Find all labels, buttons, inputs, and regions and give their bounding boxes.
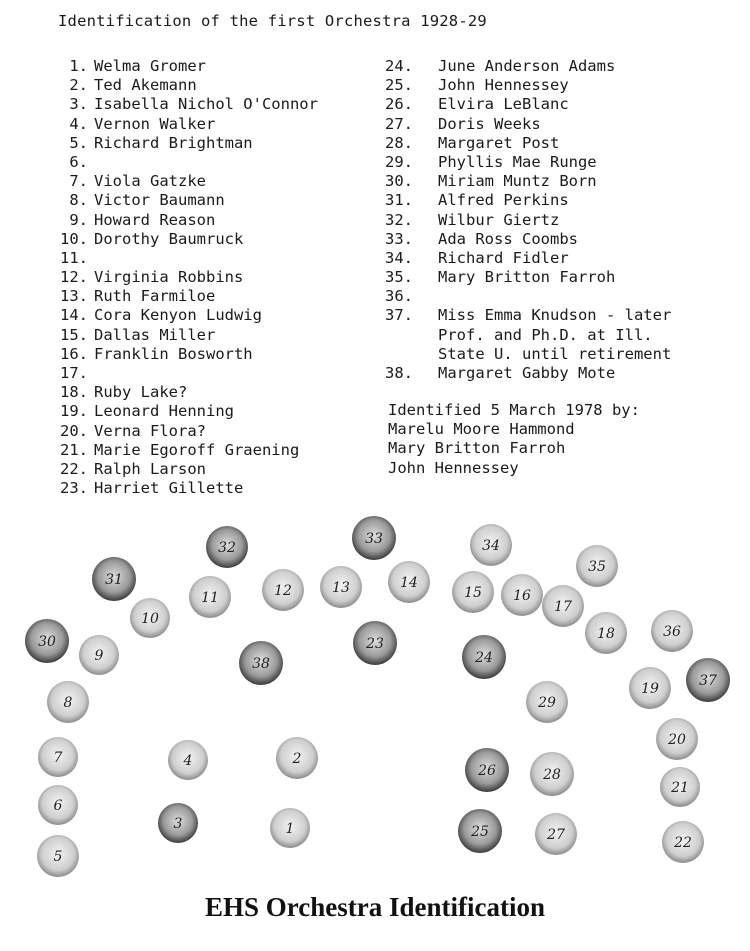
- seat-number-label: 22: [674, 835, 692, 851]
- list-number: 7.: [69, 172, 88, 191]
- list-number: 38.: [385, 364, 413, 382]
- list-number: 27.: [385, 114, 413, 133]
- list-name: Ted Akemann: [94, 76, 197, 95]
- list-number: 13.: [60, 287, 88, 306]
- list-item: [42, 249, 318, 268]
- list-number: 25.: [385, 76, 413, 95]
- seat-number-label: 18: [597, 626, 615, 642]
- list-item: [42, 479, 318, 498]
- seat-number-label: 14: [400, 575, 418, 591]
- seat-4: [168, 740, 208, 780]
- seat-21: [660, 767, 700, 807]
- seat-28: [530, 752, 574, 796]
- seat-number-label: 33: [365, 531, 383, 547]
- list-number: 32.: [385, 210, 413, 229]
- list-item: [42, 191, 318, 210]
- list-number: 36.: [385, 287, 413, 306]
- seat-37: [686, 658, 730, 702]
- list-name: Miriam Muntz Born: [438, 172, 597, 191]
- seat-number-label: 26: [478, 763, 496, 779]
- seating-chart: [0, 510, 750, 885]
- list-item: [385, 57, 671, 76]
- list-item: [42, 172, 318, 191]
- list-item: [385, 115, 671, 134]
- seat-6: [38, 785, 78, 825]
- seat-number-label: 11: [201, 590, 219, 606]
- list-number: 29.: [385, 152, 413, 171]
- identifier-name: Marelu Moore Hammond: [388, 420, 575, 439]
- list-item: [385, 287, 671, 306]
- list-item: [385, 191, 671, 210]
- seat-number-label: 37: [699, 673, 717, 689]
- list-number: 9.: [69, 210, 88, 229]
- seat-number-label: 32: [218, 540, 236, 556]
- list-name: Ralph Larson: [94, 459, 206, 478]
- list-item: [42, 76, 318, 95]
- list-name: Miss Emma Knudson - later: [438, 306, 672, 325]
- seat-20: [656, 718, 698, 760]
- seat-number-label: 28: [543, 767, 561, 783]
- seat-15: [452, 571, 494, 613]
- list-name: Richard Brightman: [94, 133, 253, 152]
- seat-36: [651, 610, 693, 652]
- list-name: Mary Britton Farroh: [438, 268, 616, 287]
- list-number: 28.: [385, 133, 413, 152]
- seat-number-label: 36: [663, 624, 681, 640]
- list-number: 1.: [69, 57, 88, 75]
- list-name: Franklin Bosworth: [94, 344, 253, 363]
- list-name: Doris Weeks: [438, 114, 541, 133]
- list-number: 3.: [69, 95, 88, 114]
- list-item: [42, 441, 318, 460]
- list-name: Verna Flora?: [94, 421, 206, 440]
- identifier-name: John Hennessey: [388, 458, 519, 477]
- seat-number-label: 38: [252, 656, 270, 672]
- list-item-continuation: State U. until retirement: [438, 344, 672, 363]
- list-name: Ada Ross Coombs: [438, 229, 578, 248]
- list-name: Ruby Lake?: [94, 383, 188, 402]
- seat-17: [542, 585, 584, 627]
- seat-22: [662, 821, 704, 863]
- list-name: [88, 249, 94, 268]
- seat-32: [206, 526, 248, 568]
- seat-26: [465, 748, 509, 792]
- seat-number-label: 12: [274, 583, 292, 599]
- seat-23: [353, 621, 397, 665]
- seat-number-label: 16: [513, 588, 531, 604]
- seat-10: [130, 598, 170, 638]
- list-name: Vernon Walker: [94, 114, 216, 133]
- list-item: [42, 326, 318, 345]
- list-number: 22.: [60, 459, 88, 478]
- seat-11: [189, 576, 231, 618]
- list-number: 21.: [60, 440, 88, 459]
- list-item: [42, 460, 318, 479]
- list-item: [385, 172, 671, 191]
- list-name: Victor Baumann: [94, 191, 225, 210]
- list-number: 16.: [60, 344, 88, 363]
- list-name: Dallas Miller: [94, 325, 216, 344]
- seat-number-label: 15: [464, 585, 482, 601]
- list-item: [42, 422, 318, 441]
- list-number: 12.: [60, 268, 88, 287]
- identified-by-block: [388, 401, 640, 478]
- seat-number-label: 4: [183, 753, 193, 769]
- list-number: 35.: [385, 268, 413, 287]
- list-item: [42, 95, 318, 114]
- seat-number-label: 9: [94, 648, 104, 664]
- seat-31: [92, 557, 136, 601]
- name-list-right: [385, 57, 671, 383]
- list-item: [42, 345, 318, 364]
- seat-number-label: 8: [63, 695, 73, 711]
- list-item: [385, 95, 671, 114]
- seat-16: [501, 574, 543, 616]
- list-name: Cora Kenyon Ludwig: [94, 306, 262, 325]
- seat-3: [158, 803, 198, 843]
- seat-number-label: 30: [38, 634, 56, 650]
- seat-number-label: 21: [671, 780, 689, 796]
- list-item: [42, 230, 318, 249]
- list-name: [432, 287, 438, 306]
- list-name: Margaret Gabby Mote: [438, 364, 616, 382]
- list-number: 31.: [385, 191, 413, 210]
- figure-caption: EHS Orchestra Identification: [205, 892, 545, 922]
- list-item: [42, 287, 318, 306]
- list-item: [42, 57, 318, 76]
- list-item: [385, 364, 671, 383]
- list-number: 10.: [60, 229, 88, 248]
- seat-27: [535, 813, 577, 855]
- seat-30: [25, 619, 69, 663]
- list-name: Ruth Farmiloe: [94, 287, 216, 306]
- list-number: 11.: [60, 248, 88, 267]
- seat-25: [458, 809, 502, 853]
- list-number: 2.: [69, 76, 88, 95]
- list-name: Phyllis Mae Runge: [438, 152, 597, 171]
- name-list-left: [42, 57, 318, 498]
- list-name: Elvira LeBlanc: [438, 95, 569, 114]
- list-item: [385, 249, 671, 268]
- list-name: Welma Gromer: [94, 57, 206, 75]
- seat-number-label: 13: [332, 580, 350, 596]
- list-name: Virginia Robbins: [94, 268, 244, 287]
- seat-number-label: 31: [105, 572, 123, 588]
- list-item: [385, 230, 671, 249]
- seat-number-label: 1: [285, 821, 295, 837]
- seat-number-label: 19: [641, 681, 659, 697]
- list-name: Viola Gatzke: [94, 172, 206, 191]
- list-number: 15.: [60, 325, 88, 344]
- list-name: Marie Egoroff Graening: [94, 440, 300, 459]
- list-number: 6.: [69, 152, 88, 171]
- seat-9: [79, 635, 119, 675]
- list-number: 33.: [385, 229, 413, 248]
- list-item: [42, 115, 318, 134]
- seat-number-label: 35: [588, 559, 606, 575]
- seat-number-label: 5: [53, 849, 63, 865]
- list-name: Richard Fidler: [438, 248, 569, 267]
- list-number: 30.: [385, 172, 413, 191]
- list-name: Wilbur Giertz: [438, 210, 560, 229]
- list-item: [42, 364, 318, 383]
- list-name: Howard Reason: [94, 210, 216, 229]
- list-name: June Anderson Adams: [438, 57, 616, 75]
- seat-number-label: 27: [547, 827, 565, 843]
- list-name: Alfred Perkins: [438, 191, 569, 210]
- seat-number-label: 3: [173, 816, 183, 832]
- seat-33: [352, 516, 396, 560]
- list-number: 8.: [69, 191, 88, 210]
- seat-35: [576, 545, 618, 587]
- list-item: [385, 153, 671, 172]
- list-number: 20.: [60, 421, 88, 440]
- list-item: [385, 134, 671, 153]
- seat-29: [526, 681, 568, 723]
- list-name: John Hennessey: [438, 76, 569, 95]
- list-number: 4.: [69, 114, 88, 133]
- list-item: [385, 306, 671, 325]
- list-number: 14.: [60, 306, 88, 325]
- seat-number-label: 25: [471, 824, 489, 840]
- seat-8: [47, 681, 89, 723]
- list-number: 34.: [385, 248, 413, 267]
- list-item: [42, 134, 318, 153]
- list-number: 26.: [385, 95, 413, 114]
- identifier-name: Mary Britton Farroh: [388, 439, 566, 458]
- list-item: [42, 383, 318, 402]
- seat-number-label: 34: [482, 538, 500, 554]
- sheet-title: Identification of the first Orchestra 1928-29: [58, 12, 487, 30]
- seat-number-label: 7: [53, 750, 63, 766]
- seat-2: [276, 737, 318, 779]
- seat-number-label: 29: [538, 695, 556, 711]
- seat-number-label: 10: [141, 611, 159, 627]
- seat-number-label: 2: [292, 751, 302, 767]
- seat-number-label: 20: [668, 732, 686, 748]
- list-name: Dorothy Baumruck: [94, 229, 244, 248]
- seat-13: [320, 566, 362, 608]
- list-item: [42, 306, 318, 325]
- list-number: 23.: [60, 479, 88, 498]
- seat-14: [388, 561, 430, 603]
- seat-18: [585, 612, 627, 654]
- seat-19: [629, 667, 671, 709]
- seat-7: [38, 737, 78, 777]
- list-number: 24.: [385, 57, 413, 75]
- list-number: 17.: [60, 364, 88, 382]
- list-item: [385, 211, 671, 230]
- list-item: [385, 268, 671, 287]
- list-name: Harriet Gillette: [94, 479, 244, 498]
- seat-5: [37, 835, 79, 877]
- list-number: 18.: [60, 383, 88, 402]
- seat-38: [239, 641, 283, 685]
- list-number: 37.: [385, 306, 413, 325]
- seat-34: [470, 524, 512, 566]
- list-item-continuation: Prof. and Ph.D. at Ill.: [438, 325, 653, 344]
- list-number: 19.: [60, 402, 88, 421]
- identified-by-heading: Identified 5 March 1978 by:: [388, 401, 640, 419]
- list-name: Leonard Henning: [94, 402, 234, 421]
- list-name: Margaret Post: [438, 133, 560, 152]
- list-item: [42, 402, 318, 421]
- seat-number-label: 17: [554, 599, 572, 615]
- list-item: [42, 268, 318, 287]
- list-name: [88, 364, 94, 383]
- seat-number-label: 23: [366, 636, 384, 652]
- list-item: [385, 76, 671, 95]
- seat-1: [270, 808, 310, 848]
- list-name: [88, 153, 94, 172]
- seat-number-label: 6: [53, 798, 63, 814]
- seat-12: [262, 569, 304, 611]
- list-number: 5.: [69, 133, 88, 152]
- seat-24: [462, 635, 506, 679]
- seat-number-label: 24: [475, 650, 493, 666]
- list-name: Isabella Nichol O'Connor: [94, 95, 318, 114]
- list-item: [42, 211, 318, 230]
- list-item: [42, 153, 318, 172]
